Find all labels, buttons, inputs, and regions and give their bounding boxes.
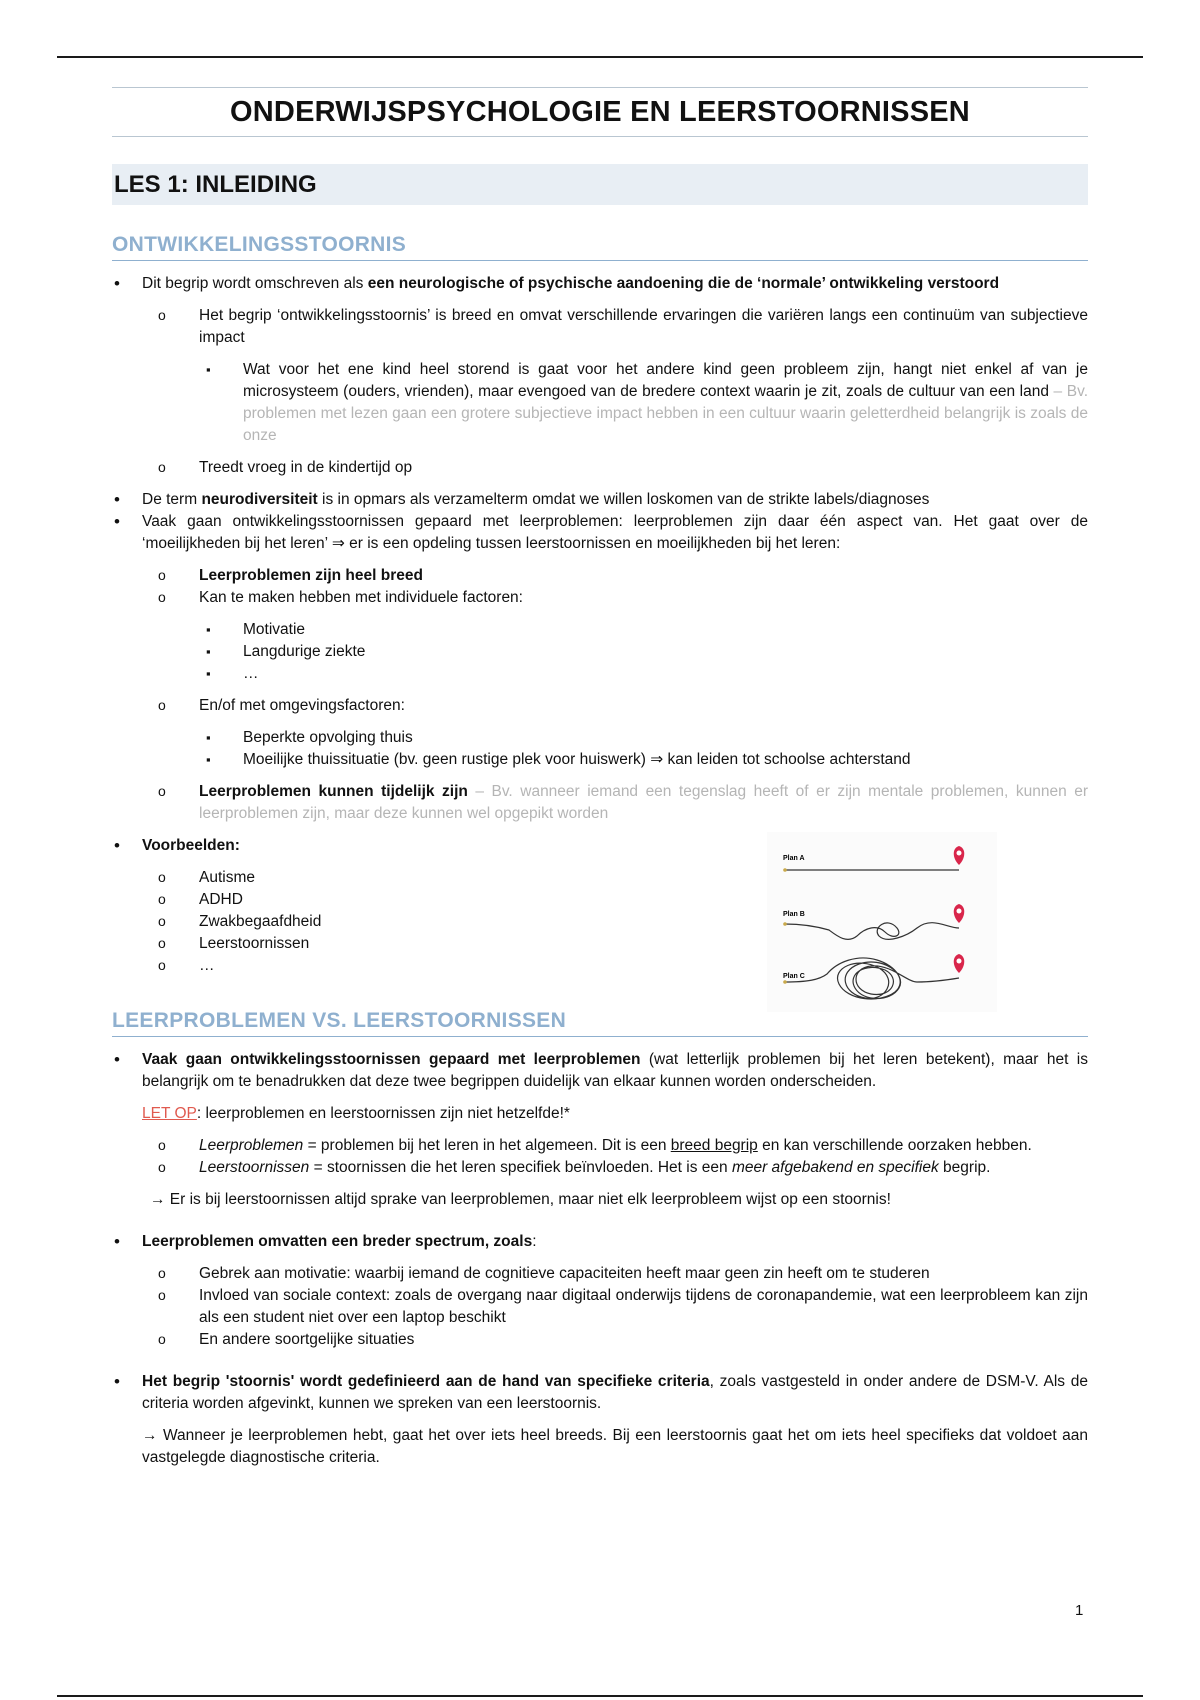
text: Kan te maken hebben met individuele factoren: [199,589,523,606]
term: Leerstoornissen [199,1159,310,1176]
let-op-label: LET OP [142,1105,197,1122]
text: , zoals vastgesteld in onder andere de DSM-V. Als de criteria worden afgevinkt, kunnen we spreken van een leerstoornis. [142,1373,1088,1412]
term: Leerproblemen [199,1137,304,1154]
plan-a-b-c-figure [767,832,997,1012]
text: (wat letterlijk problemen bij het leren betekent), maar het is belangrijk om te benadrukken dat deze twee begrippen duidelijk van elkaar kunnen worden onderscheiden. [142,1051,1088,1090]
list-item [112,619,1088,641]
bold-text: Voorbeelden: [142,837,240,854]
text: Beperkte opvolging thuis [243,729,413,746]
definitions-list [112,1135,1088,1179]
text: Invloed van sociale context: zoals de overgang naar digitaal onderwijs tijdens de coronapandemie, wat een leerprobleem kan zijn als een student niet over een laptop beschikt [199,1287,1088,1326]
start-dot [783,922,787,926]
text: Leerstoornissen [199,935,310,952]
list-item [112,1329,1088,1351]
text: Het begrip ‘ontwikkelingsstoornis’ is breed en omvat verschillende ervaringen die variëren langs een continuüm van subjectieve impact [199,307,1088,346]
text: … [243,665,259,682]
list-item [112,305,1088,349]
text: Zwakbegaafdheid [199,913,322,930]
bold-text: een neurologische of psychische aandoening die de ‘normale’ ontwikkeling verstoord [367,275,1000,292]
list-item [112,1157,1088,1179]
text: De term [142,491,202,508]
text: ADHD [199,891,243,908]
list-item [112,1263,1088,1285]
plan-c-label: Plan C [783,973,805,980]
text: Vaak gaan ontwikkelingsstoornissen gepaard met leerproblemen: leerproblemen zijn daar één aspect van. Het gaat over de ‘moeilijkheden bij het leren’ ⇒ er is een opdeling tussen leerstoornissen en moeilijkheden bij het leren: [142,513,1088,552]
bold-text: Leerproblemen kunnen tijdelijk zijn [199,783,468,800]
text: Dit begrip wordt omschreven als [142,275,368,292]
text: : leerproblemen en leerstoornissen zijn niet hetzelfde!* [196,1105,570,1122]
start-dot [783,980,787,984]
grey-example: – Bv. problemen met lezen gaan een grotere subjectieve impact hebben in een cultuur waarin geletterdheid belangrijk is zoals de onze [243,383,1088,444]
page-number: 1 [1075,1602,1084,1619]
text: Treedt vroeg in de kindertijd op [199,459,413,476]
list-item [112,457,1088,479]
bold-text: Vaak gaan ontwikkelingsstoornissen gepaard met leerproblemen [142,1051,641,1068]
top-rule [57,56,1143,58]
text: Gebrek aan motivatie: waarbij iemand de cognitieve capaciteiten heeft maar geen zin heeft om te studeren [199,1265,930,1282]
title-block [112,87,1088,137]
subheading-leerproblemen-vs-leerstoornissen: LEERPROBLEMEN VS. LEERSTOORNISSEN [112,1009,1088,1037]
text: = stoornissen die het leren specifiek beïnvloeden. Het is een [309,1159,732,1176]
text: = problemen bij het leren in het algemeen. Dit is een [303,1137,671,1154]
text: Langdurige ziekte [243,643,366,660]
document-page [112,87,1088,1469]
list-item [112,359,1088,447]
list-item [112,663,1088,685]
text: Motivatie [243,621,306,638]
bold-text: neurodiversiteit [201,491,318,508]
list-item [112,781,1088,825]
conclusion-line: → Er is bij leerstoornissen altijd sprake van leerproblemen, maar niet elk leerprobleem wijst op een stoornis! [150,1191,891,1208]
list-item [112,1049,1088,1093]
text: … [199,957,215,974]
plan-a-label: Plan A [783,855,805,862]
text: En/of met omgevingsfactoren: [199,697,405,714]
list-item [112,641,1088,663]
list-item [112,587,1088,609]
let-op-note [112,1103,1088,1125]
bullets-leerproblemen [112,1049,1088,1093]
document-title: ONDERWIJSPSYCHOLOGIE EN LEERSTOORNISSEN [230,96,970,128]
text: Wat voor het ene kind heel storend is gaat voor het andere kind geen probleem zijn, hangt niet enkel af van je microsysteem (ouders, vrienden), maar evengoed van de bredere context waarin je zit, zoals de cultuur van een land [243,361,1088,400]
list-item [112,565,1088,587]
list-item [112,727,1088,749]
list-item [112,273,1088,295]
list-item [112,1285,1088,1329]
list-item [112,695,1088,717]
plan-b-label: Plan B [783,911,805,918]
section-heading: LES 1: INLEIDING [112,164,1088,205]
list-item [112,489,1088,511]
conclusion-paragraph: → Wanneer je leerproblemen hebt, gaat het over iets heel breeds. Bij een leerstoornis gaat het om iets heel specifieks dat voldoet aan vastgelegde diagnostische criteria. [142,1427,1088,1466]
start-dot [783,868,787,872]
subheading-ontwikkelingsstoornis: ONTWIKKELINGSSTOORNIS [112,233,1088,261]
text: Moeilijke thuissituatie (bv. geen rustige plek voor huiswerk) ⇒ kan leiden tot schoolse achterstand [243,751,911,768]
text: is in opmars als verzamelterm omdat we willen loskomen van de strikte labels/diagnoses [317,491,930,508]
bold-text: Leerproblemen zijn heel breed [199,567,423,584]
list-item [112,1231,1088,1253]
list-item [112,511,1088,555]
text: Autisme [199,869,255,886]
text: En andere soortgelijke situaties [199,1331,415,1348]
list-item [112,749,1088,771]
bottom-rule [57,1695,1143,1697]
italic-text: meer afgebakend en specifiek [731,1159,939,1176]
text: begrip. [938,1159,991,1176]
text: : [532,1233,537,1250]
bold-text: Het begrip 'stoornis' wordt gedefinieerd aan de hand van specifieke criteria [142,1373,710,1390]
text: en kan verschillende oorzaken hebben. [757,1137,1032,1154]
bullets-spectrum [112,1231,1088,1415]
list-item [112,1135,1088,1157]
list-item [112,1371,1088,1415]
grey-example: – Bv. wanneer iemand een tegenslag heeft of er zijn mentale problemen, kunnen er leerproblemen zijn, maar deze kunnen wel opgepikt worden [199,783,1088,822]
underlined-text: breed begrip [670,1137,758,1154]
bold-text: Leerproblemen omvatten een breder spectrum, zoals [142,1233,533,1250]
